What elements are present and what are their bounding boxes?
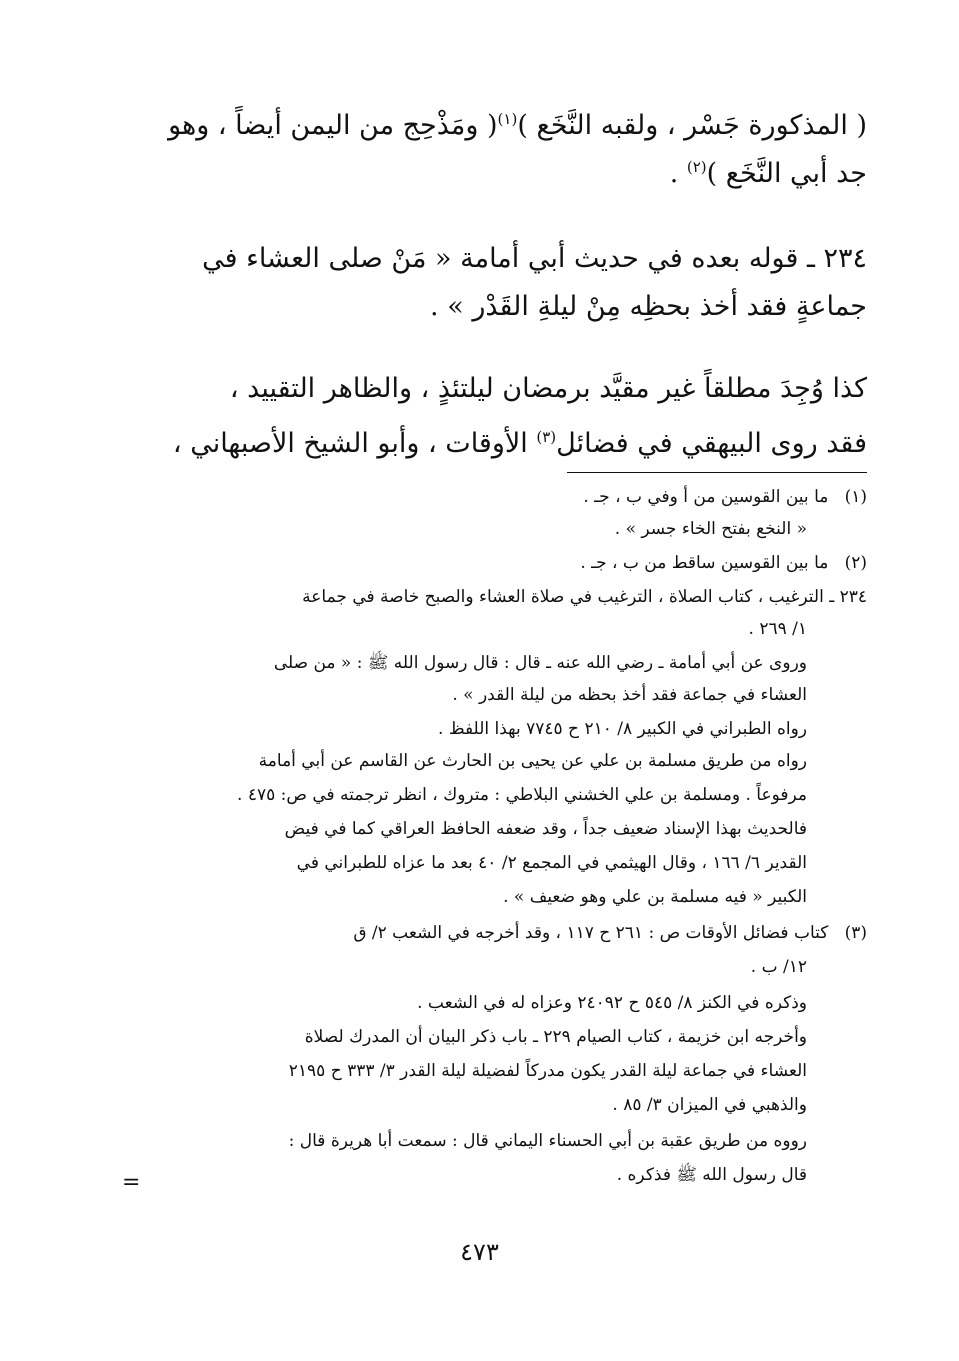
main-text: جماعةٍ فقد أخذ بحظِه مِنْ ليلةِ القَدْر » . — [430, 291, 867, 322]
footnote-line: « النخع بفتح الخاء جسر » . — [614, 519, 807, 539]
main-text: الأوقات ، وأبو الشيخ الأصبهاني ، — [172, 428, 537, 459]
main-text: ( المذكورة جَسْر ، ولقبه النَّخَع ) — [517, 110, 867, 141]
footnote-ref: (١) — [497, 110, 518, 128]
footnote-ref: (٣) — [536, 428, 557, 446]
main-line-2 — [167, 144, 867, 197]
footnote-divider — [567, 472, 867, 473]
main-text: . — [669, 158, 687, 189]
footnote-line: ٢٣٤ ـ الترغيب ، كتاب الصلاة ، الترغيب في صلاة العشاء والصبح خاصة في جماعة — [302, 587, 867, 607]
continuation-mark: = — [122, 1170, 141, 1195]
footnote-line: والذهبي في الميزان ٣/ ٨٥ . — [612, 1095, 807, 1115]
footnote-line: (١) ما بين القوسين من أ وفي ب ، جـ . — [583, 487, 867, 507]
main-line-1 — [167, 96, 867, 149]
footnote-line: رواه من طريق مسلمة بن علي عن يحيى بن الحارث عن القاسم عن أبي أمامة — [258, 751, 807, 771]
footnote-line: ١/ ٢٦٩ . — [748, 619, 807, 639]
footnote-line: رووه من طريق عقبة بن أبي الحسناء اليماني قال : سمعت أبا هريرة قال : — [288, 1131, 807, 1151]
main-line-3 — [167, 236, 867, 282]
footnote-line: وأخرجه ابن خزيمة ، كتاب الصيام ٢٢٩ ـ باب ذكر البيان أن المدرك لصلاة — [304, 1027, 807, 1047]
main-text: فقد روى البيهقي في فضائل — [556, 428, 867, 459]
main-text: ( ومَذْحِج من اليمن أيضاً ، وهو — [168, 110, 498, 141]
footnote-line: الكبير « فيه مسلمة بن علي وهو ضعيف » . — [503, 887, 807, 907]
footnote-line: القدير ٦/ ١٦٦ ، وقال الهيثمي في المجمع ٢/ ٤٠ بعد ما عزاه للطبراني في — [296, 853, 807, 873]
footnote-line: قال رسول الله ﷺ فذكره . — [616, 1165, 807, 1185]
main-line-6 — [167, 414, 867, 467]
main-text: جد أبي النَّخَع ) — [706, 158, 867, 189]
footnote-line: (٣) كتاب فضائل الأوقات ص : ٢٦١ ح ١١٧ ، وقد أخرجه في الشعب ٢/ ق — [353, 923, 867, 943]
footnote-line: فالحديث بهذا الإسناد ضعيف جداً ، وقد ضعفه الحافظ العراقي كما في فيض — [284, 819, 807, 839]
footnote-ref: (٢) — [686, 158, 707, 176]
footnote-line: العشاء في جماعة ليلة القدر يكون مدركاً لفضيلة ليلة القدر ٣/ ٣٣٣ ح ٢١٩٥ — [288, 1061, 807, 1081]
footnote-line: وروى عن أبي أمامة ـ رضي الله عنه ـ قال : قال رسول الله ﷺ : « من صلى — [273, 653, 807, 673]
footnote-line: العشاء في جماعة فقد أخذ بحظه من ليلة القدر » . — [452, 685, 807, 705]
main-text: كذا وُجِدَ مطلقاً غير مقيَّد برمضان ليلتئذٍ ، والظاهر التقييد ، — [229, 373, 867, 404]
main-text: ٢٣٤ ـ قوله بعده في حديث أبي أمامة « مَنْ صلى العشاء في — [202, 243, 867, 274]
footnote-line: مرفوعاً . ومسلمة بن علي الخشني البلاطي : متروك ، انظر ترجمته في ص: ٤٧٥ . — [237, 785, 807, 805]
footnote-line: وذكره في الكنز ٨/ ٥٤٥ ح ٢٤٠٩٢ وعزاه له في الشعب . — [417, 993, 807, 1013]
footnote-line: رواه الطبراني في الكبير ٨/ ٢١٠ ح ٧٧٤٥ بهذا اللفظ . — [438, 719, 807, 739]
footnote-line: ١٢/ ب . — [750, 957, 807, 977]
main-line-4 — [167, 284, 867, 330]
main-line-5 — [167, 366, 867, 412]
footnote-line: (٢) ما بين القوسين ساقط من ب ، جـ . — [580, 553, 867, 573]
page-number: ٤٧٣ — [460, 1238, 499, 1266]
